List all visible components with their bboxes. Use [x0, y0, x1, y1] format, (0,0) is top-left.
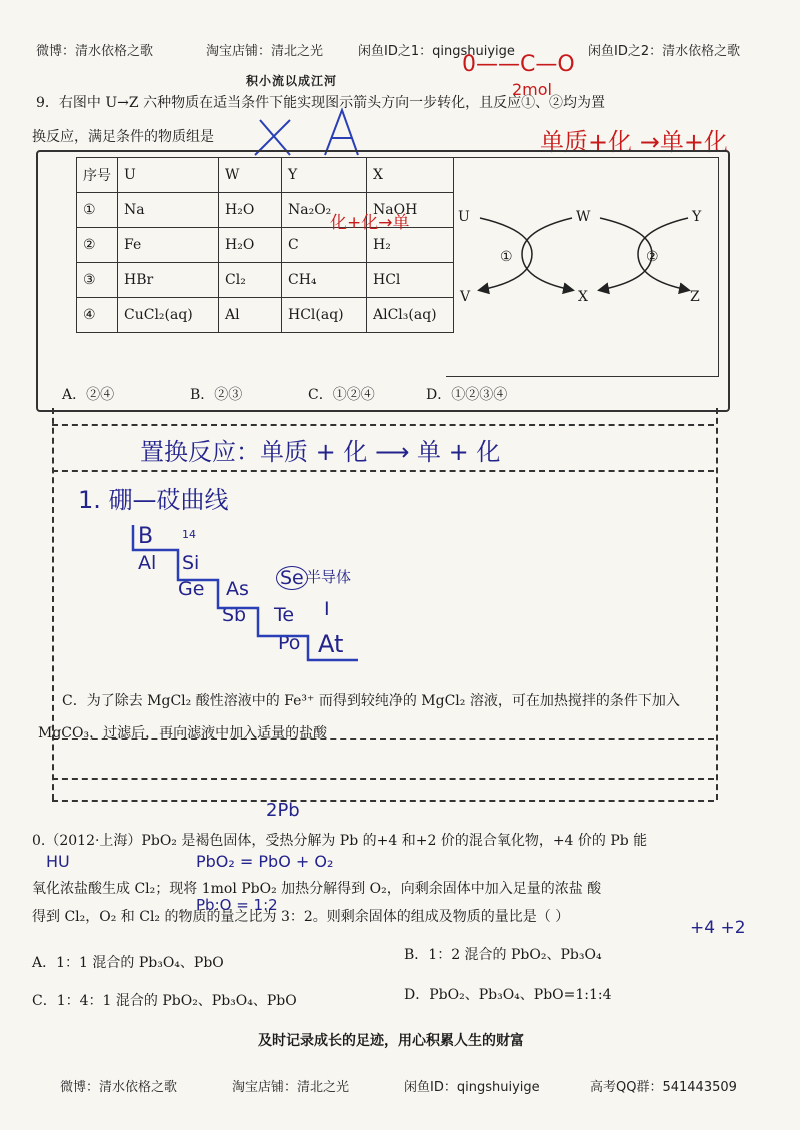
table-cell: ② — [77, 228, 118, 263]
q9-option-d: D．①②③④ — [426, 387, 508, 403]
header-cell: 序号 — [77, 158, 118, 193]
handwritten-displacement-definition: 置换反应：单质 + 化 ⟶ 单 + 化 — [140, 438, 501, 466]
handwritten-boron-curve-title: 1. 硼—砹曲线 — [78, 486, 229, 514]
element-se: Se — [276, 566, 308, 590]
diagram-reaction-1: ① — [500, 249, 513, 265]
handwritten-valence: +4 +2 — [690, 918, 746, 938]
diagram-label-u: U — [458, 209, 470, 225]
element-te: Te — [274, 604, 295, 626]
table-cell: Na₂O₂ — [282, 193, 367, 228]
table-cell: Al — [219, 298, 282, 333]
element-sb: Sb — [222, 604, 247, 626]
element-as: As — [226, 578, 249, 600]
element-i: I — [324, 598, 330, 620]
header-cell: Y — [282, 158, 367, 193]
dashed-divider — [52, 470, 714, 472]
handwritten-displacement-note: 单质+化 →单+化 — [540, 128, 728, 156]
table-cell: H₂O — [219, 193, 282, 228]
q9-option-c: C．①②④ — [308, 387, 375, 403]
header-cell: W — [219, 158, 282, 193]
table-cell: CuCl₂(aq) — [118, 298, 219, 333]
q10-line1: 0.（2012·上海）PbO₂ 是褐色固体，受热分解为 Pb 的+4 和+2 价的混合氧化物，+4 价的 Pb 能 — [32, 833, 648, 849]
substance-table — [76, 157, 454, 333]
q10-option-b: B．1：2 混合的 PbO₂、Pb₃O₄ — [404, 947, 602, 963]
table-cell: CH₄ — [282, 263, 367, 298]
element-si: Si — [182, 552, 200, 574]
header-cell: U — [118, 158, 219, 193]
diagram-label-y: Y — [692, 209, 702, 225]
table-cell: Na — [118, 193, 219, 228]
table-header-row — [77, 158, 454, 193]
table-cell: HCl — [367, 263, 454, 298]
semiconductor-note: 半导体 — [306, 568, 352, 586]
diagram-reaction-2: ② — [646, 249, 659, 265]
header-taobao: 淘宝店铺：清北之光 — [206, 44, 324, 59]
table-cell: C — [282, 228, 367, 263]
table-row — [77, 298, 454, 333]
diagram-label-x: X — [578, 289, 588, 305]
dashed-divider — [52, 778, 714, 780]
handwritten-2pb: 2Pb — [266, 800, 300, 821]
diagram-label-v: V — [460, 289, 471, 305]
header-motto: 积小流以成江河 — [246, 74, 338, 88]
footer-weibo: 微博：清水依格之歌 — [60, 1080, 178, 1095]
q10-option-d: D．PbO₂、Pb₃O₄、PbO=1:1:4 — [404, 987, 612, 1003]
handwritten-top-formula: 0——C—O — [462, 52, 575, 77]
table-cell: ③ — [77, 263, 118, 298]
header-xianyu-1: 闲鱼ID之1：qingshuiyige — [358, 44, 515, 59]
table-cell: ④ — [77, 298, 118, 333]
table-cell: NaOH — [367, 193, 454, 228]
header-xianyu-2: 闲鱼ID之2：清水依格之歌 — [588, 44, 741, 59]
boron-astatine-staircase — [128, 520, 368, 670]
table-cell: HCl(aq) — [282, 298, 367, 333]
footer-taobao: 淘宝店铺：清北之光 — [232, 1080, 350, 1095]
element-al: Al — [138, 552, 157, 574]
c-option-line2: MgCO₃，过滤后，再向滤液中加入适量的盐酸 — [38, 725, 328, 741]
q9-option-a: A．②④ — [62, 387, 115, 403]
handwritten-ratio: Pb:O = 1:2 — [196, 896, 278, 914]
diagram-label-w: W — [576, 209, 591, 225]
table-cell: H₂ — [367, 228, 454, 263]
table-row — [77, 263, 454, 298]
dashed-divider — [52, 424, 714, 426]
dashed-divider — [52, 800, 714, 802]
handwritten-hu: HU — [46, 852, 70, 871]
element-po: Po — [278, 632, 301, 654]
q9-line1: 9．右图中 U→Z 六种物质在适当条件下能实现图示箭头方向一步转化，且反应①、②均为置 — [36, 95, 606, 111]
table-cell: H₂O — [219, 228, 282, 263]
c-option-line1: C．为了除去 MgCl₂ 酸性溶液中的 Fe³⁺ 而得到较纯净的 MgCl₂ 溶液，可在加热搅拌的条件下加入 — [62, 693, 680, 709]
footer-qq: 高考QQ群：541443509 — [590, 1080, 737, 1095]
q10-option-c: C．1：4：1 混合的 PbO₂、Pb₃O₄、PbO — [32, 993, 297, 1009]
handwritten-compound-note: 化+化→单 — [330, 213, 410, 233]
footer-xianyu: 闲鱼ID：qingshuiyige — [404, 1080, 540, 1095]
q10-line3: 得到 Cl₂，O₂ 和 Cl₂ 的物质的量之比为 3：2。则剩余固体的组成及物质的量比是（ ） — [32, 909, 570, 925]
footer-motto: 及时记录成长的足迹，用心积累人生的财富 — [258, 1033, 524, 1049]
table-cell: Cl₂ — [219, 263, 282, 298]
diagram-label-z: Z — [690, 289, 700, 305]
element-b: B — [138, 524, 154, 549]
q10-line2: 氧化浓盐酸生成 Cl₂；现将 1mol PbO₂ 加热分解得到 O₂，向剩余固体中加入足量的浓盐 酸 — [32, 881, 602, 897]
table-cell: HBr — [118, 263, 219, 298]
q9-option-b: B．②③ — [190, 387, 243, 403]
handwritten-decomposition-eq: PbO₂ = PbO + O₂ — [196, 852, 334, 871]
table-cell: ① — [77, 193, 118, 228]
element-si-number: 14 — [182, 528, 196, 541]
element-ge: Ge — [178, 578, 205, 600]
q9-line2: 换反应，满足条件的物质组是 — [32, 129, 214, 145]
table-cell: AlCl₃(aq) — [367, 298, 454, 333]
q10-option-a: A．1：1 混合的 Pb₃O₄、PbO — [32, 955, 224, 971]
handwritten-two-mol: 2mol — [512, 80, 552, 99]
header-cell: X — [367, 158, 454, 193]
table-cell: Fe — [118, 228, 219, 263]
element-at: At — [318, 630, 344, 658]
header-weibo: 微博：清水依格之歌 — [36, 44, 154, 59]
